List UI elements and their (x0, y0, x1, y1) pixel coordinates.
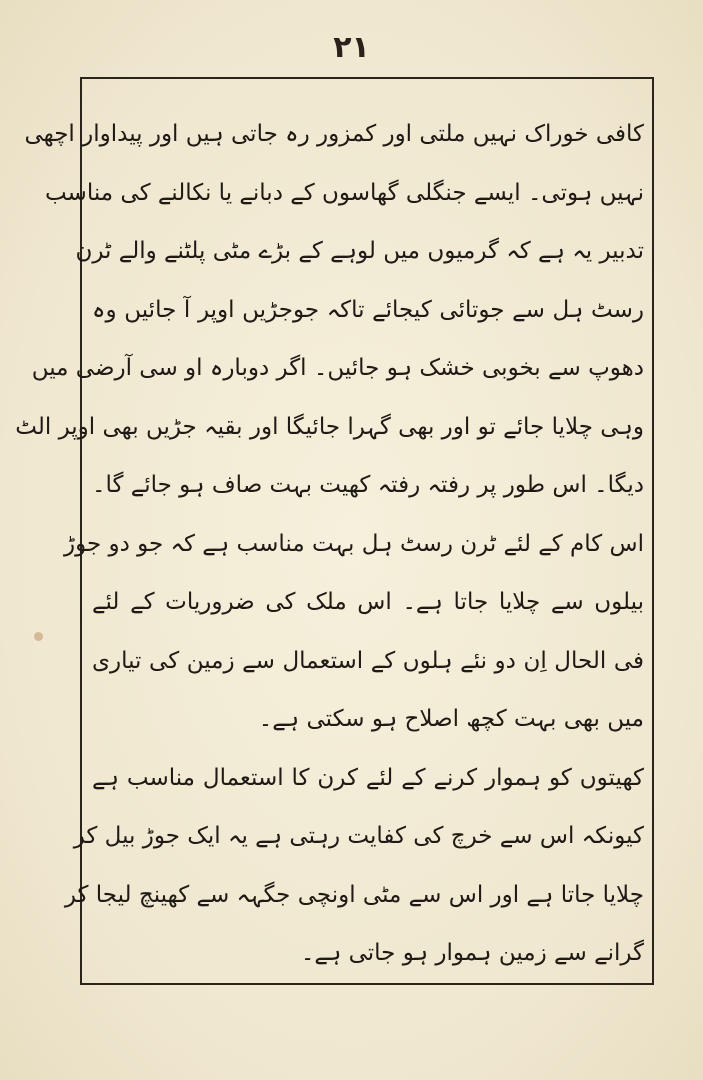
text-line: کھیتوں کو ہموار کرنے کے لئے کرن کا استعمال مناسب ہے (92, 764, 644, 791)
text-line: دیگا۔ اس طور پر رفتہ رفتہ کھیت بہت صاف ہو جائے گا۔ (92, 472, 644, 498)
text-line: چلایا جاتا ہے اور اس سے مٹی اونچی جگہہ سے کھینچ لیجا کر (64, 881, 644, 908)
paragraph (64, 749, 644, 983)
text-line: فی الحال اِن دو نئے ہلوں کے استعمال سے زمین کی تیاری (92, 647, 644, 674)
text-line: گرانے سے زمین ہموار ہو جاتی ہے۔ (300, 940, 644, 966)
paper-stain (34, 632, 43, 641)
text-line: کافی خوراک نہیں ملتی اور کمزور رہ جاتی ہیں اور پیداوار اچھی (24, 121, 644, 147)
paragraph (15, 105, 644, 749)
text-line: میں بھی بہت کچھ اصلاح ہو سکتی ہے۔ (258, 706, 644, 732)
body-text (15, 105, 644, 983)
text-line: اس کام کے لئے ٹرن رسٹ ہل بہت مناسب ہے کہ جو دو جوڑ (63, 530, 644, 557)
text-line: وہی چلایا جائے تو اور بھی گہرا جائیگا اور بقیہ جڑیں بھی اوپر الٹ (15, 413, 644, 440)
text-line: دھوپ سے بخوبی خشک ہو جائیں۔ اگر دوبارہ او سی آرضی میں (31, 355, 644, 381)
text-line: بیلوں سے چلایا جاتا ہے۔ اس ملک کی ضروریات کے لئے (92, 589, 644, 615)
text-line: تدبیر یہ ہے کہ گرمیوں میں لوہے کے بڑے مٹی پلٹنے والے ٹرن (75, 238, 644, 264)
text-line: رسٹ ہل سے جوتائی کیجائے تاکہ جوجڑیں اوپر آ جائیں وہ (92, 296, 644, 323)
page-number: ۲۱ (333, 30, 370, 65)
text-line: کیونکہ اس سے خرچ کی کفایت رہتی ہے یہ ایک جوڑ بیل کر (73, 823, 644, 849)
text-line: نہیں ہوتی۔ ایسے جنگلی گھاسوں کے دبانے یا نکالنے کی مناسب (44, 179, 644, 206)
